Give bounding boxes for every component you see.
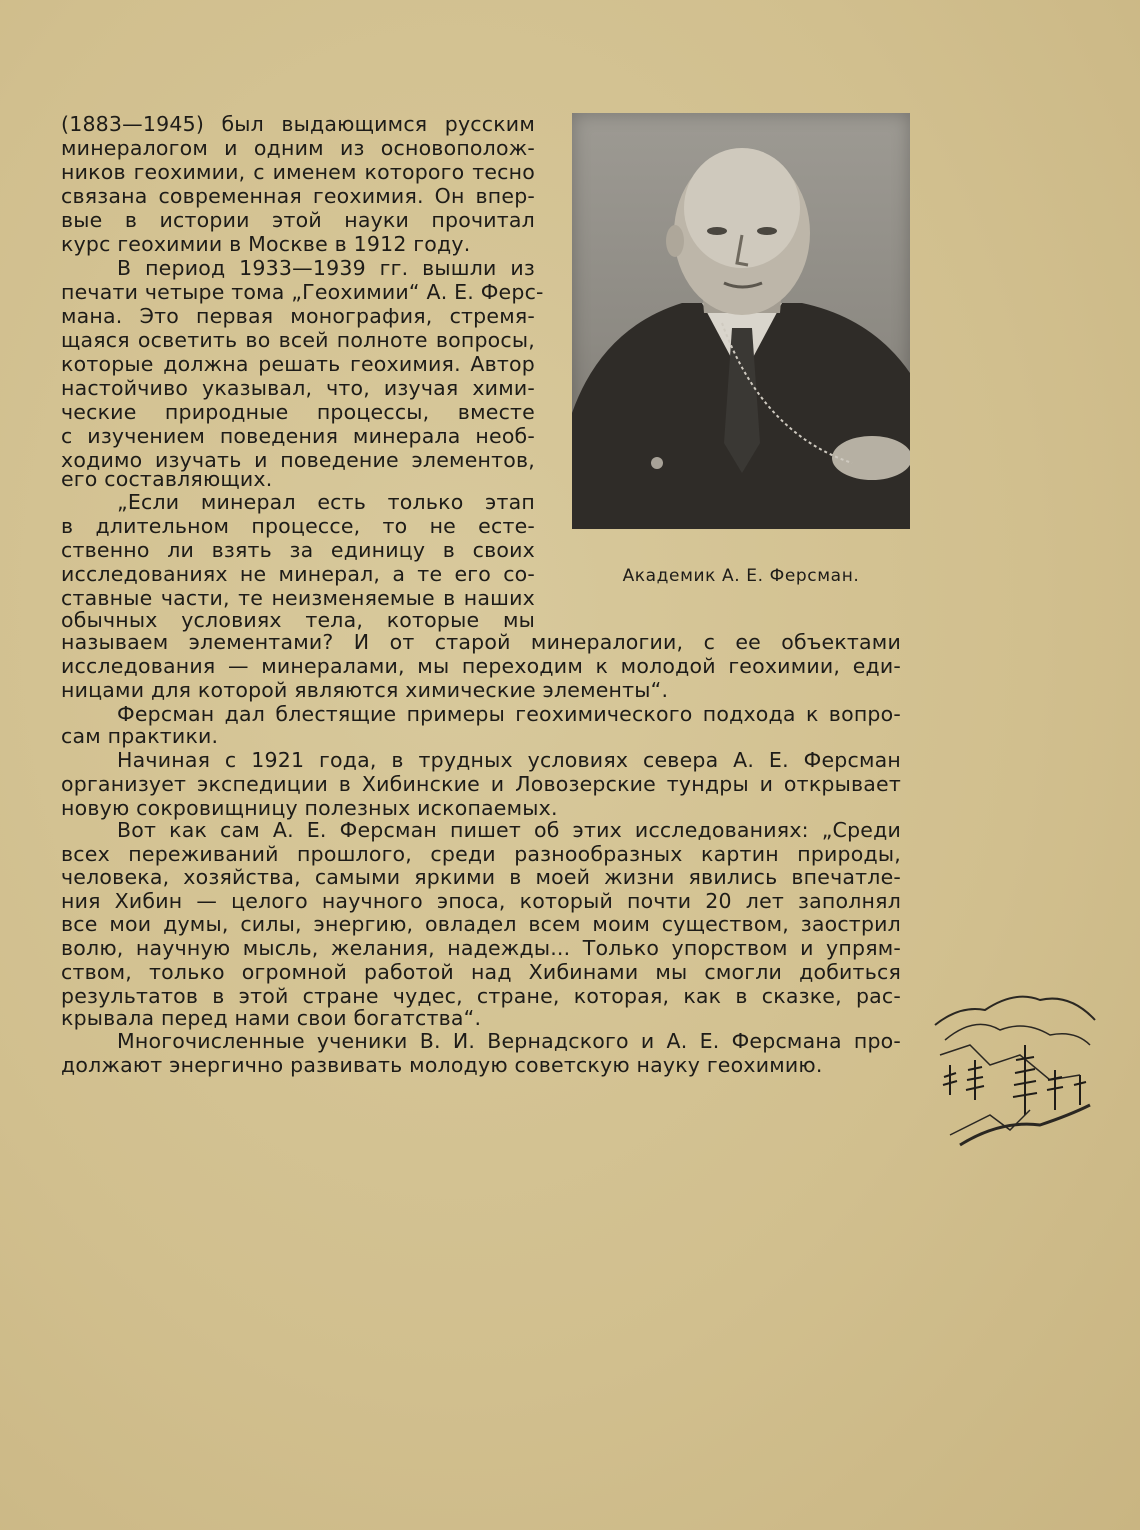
text-line: его составляющих.: [61, 467, 273, 491]
text-line: курс геохимии в Москве в 1912 году.: [61, 232, 471, 256]
text-line: в длительном процессе, то не есте-: [61, 514, 535, 538]
text-line: мана. Это первая монография, стремя-: [61, 304, 535, 328]
text-line: Многочисленные ученики В. И. Вернадского и А. Е. Ферсмана про-: [117, 1029, 901, 1053]
text-line: „Если минерал есть только этап: [117, 490, 535, 514]
text-line: с изучением поведения минерала необ-: [61, 424, 535, 448]
text-line: щаяся осветить во всей полноте вопросы,: [61, 328, 535, 352]
text-line: минералогом и одним из основополож-: [61, 136, 535, 160]
text-line: ством, только огромной работой над Хибинами мы смогли добиться: [61, 960, 901, 984]
text-line: организует экспедиции в Хибинские и Ловозерские тундры и открывает: [61, 772, 901, 796]
text-line: ческие природные процессы, вместе: [61, 400, 535, 424]
mountain-sketch-illustration: [930, 985, 1100, 1150]
text-line: вые в истории этой науки прочитал: [61, 208, 535, 232]
text-line: обычных условиях тела, которые мы: [61, 608, 535, 632]
text-line: ников геохимии, с именем которого тесно: [61, 160, 535, 184]
photo-caption: Академик А. Е. Ферсман.: [622, 566, 860, 586]
text-line: ставные части, те неизменяемые в наших: [61, 586, 535, 610]
text-line: Ферсман дал блестящие примеры геохимического подхода к вопро-: [117, 702, 901, 726]
text-line: ния Хибин — целого научного эпоса, который почти 20 лет заполнял: [61, 889, 901, 913]
text-line: Начиная с 1921 года, в трудных условиях севера А. Е. Ферсман: [117, 748, 901, 772]
text-line: которые должна решать геохимия. Автор: [61, 352, 535, 376]
text-line: Вот как сам А. Е. Ферсман пишет об этих исследованиях: „Среди: [117, 818, 901, 842]
text-line: связана современная геохимия. Он впер-: [61, 184, 535, 208]
text-line: волю, научную мысль, желания, надежды... Только упорством и упрям-: [61, 936, 901, 960]
text-line: ходимо изучать и поведение элементов,: [61, 448, 535, 472]
text-line: В период 1933—1939 гг. вышли из: [117, 256, 535, 280]
text-line: крывала перед нами свои богатства“.: [61, 1006, 482, 1030]
text-line: человека, хозяйства, самыми яркими в моей жизни явились впечатле-: [61, 865, 901, 889]
text-line: ницами для которой являются химические элементы“.: [61, 678, 669, 702]
text-line: всех переживаний прошлого, среди разнообразных картин природы,: [61, 842, 901, 866]
portrait-photo: [572, 113, 910, 529]
text-line: печати четыре тома „Геохимии“ А. Е. Ферс-: [61, 280, 544, 304]
text-line: сам практики.: [61, 724, 219, 748]
text-line: новую сокровищницу полезных ископаемых.: [61, 796, 558, 820]
text-line: исследованиях не минерал, а те его со-: [61, 562, 535, 586]
text-line: называем элементами? И от старой минералогии, с ее объектами: [61, 630, 901, 654]
text-line: все мои думы, силы, энергию, овладел всем моим существом, заострил: [61, 912, 901, 936]
text-line: ственно ли взять за единицу в своих: [61, 538, 535, 562]
text-line: результатов в этой стране чудес, стране, которая, как в сказке, рас-: [61, 984, 901, 1008]
text-line: должают энергично развивать молодую советскую науку геохимию.: [61, 1053, 823, 1077]
text-line: (1883—1945) был выдающимся русским: [61, 112, 535, 136]
text-line: исследования — минералами, мы переходим к молодой геохимии, еди-: [61, 654, 901, 678]
text-line: настойчиво указывал, что, изучая хими-: [61, 376, 535, 400]
